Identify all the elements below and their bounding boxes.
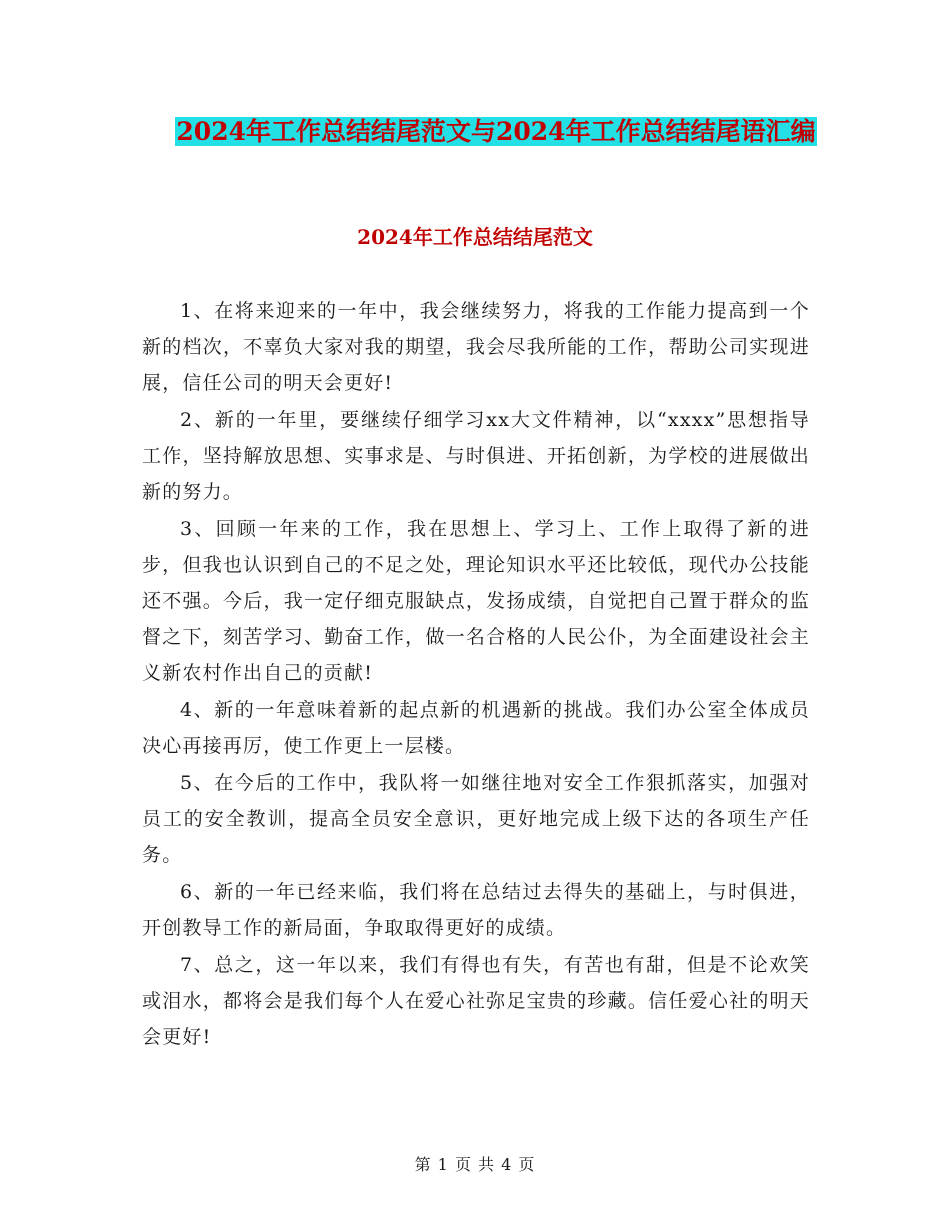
paragraph-4: 4、新的一年意味着新的起点新的机遇新的挑战。我们办公室全体成员决心再接再厉，使工作更上一层楼。 [142, 699, 810, 757]
document-title-text: 2024年工作总结结尾范文与2024年工作总结结尾语汇编 [176, 117, 816, 146]
section-heading: 2024年工作总结结尾范文 [357, 225, 593, 249]
paragraph-3: 3、回顾一年来的工作，我在思想上、学习上、工作上取得了新的进步，但我也认识到自己的不足之处，理论知识水平还比较低，现代办公技能还不强。今后，我一定仔细克服缺点，发扬成绩，自觉把自己置于群众的监督之下，刻苦学习、勤奋工作，做一名合格的人民公仆，为全面建设社会主义新农村作出自己的贡献! [142, 518, 810, 684]
document-title [140, 112, 852, 152]
paragraph-2: 2、新的一年里，要继续仔细学习xx大文件精神，以“xxxx”思想指导工作，坚持解放思想、实事求是、与时俱进、开拓创新，为学校的进展做出新的努力。 [142, 409, 810, 503]
paragraph-5: 5、在今后的工作中，我队将一如继往地对安全工作狠抓落实，加强对员工的安全教训，提高全员安全意识，更好地完成上级下达的各项生产任务。 [142, 772, 810, 866]
document-body [142, 293, 810, 1056]
page-footer: 第 1 页 共 4 页 [414, 1155, 536, 1174]
paragraph-6: 6、新的一年已经来临，我们将在总结过去得失的基础上，与时俱进，开创教导工作的新局面，争取取得更好的成绩。 [142, 881, 810, 939]
paragraph-7: 7、总之，这一年以来，我们有得也有失，有苦也有甜，但是不论欢笑或泪水，都将会是我们每个人在爱心社弥足宝贵的珍藏。信任爱心社的明天会更好! [142, 954, 810, 1048]
paragraph-1: 1、在将来迎来的一年中，我会继续努力，将我的工作能力提高到一个新的档次，不辜负大家对我的期望，我会尽我所能的工作，帮助公司实现进展，信任公司的明天会更好! [142, 300, 810, 394]
